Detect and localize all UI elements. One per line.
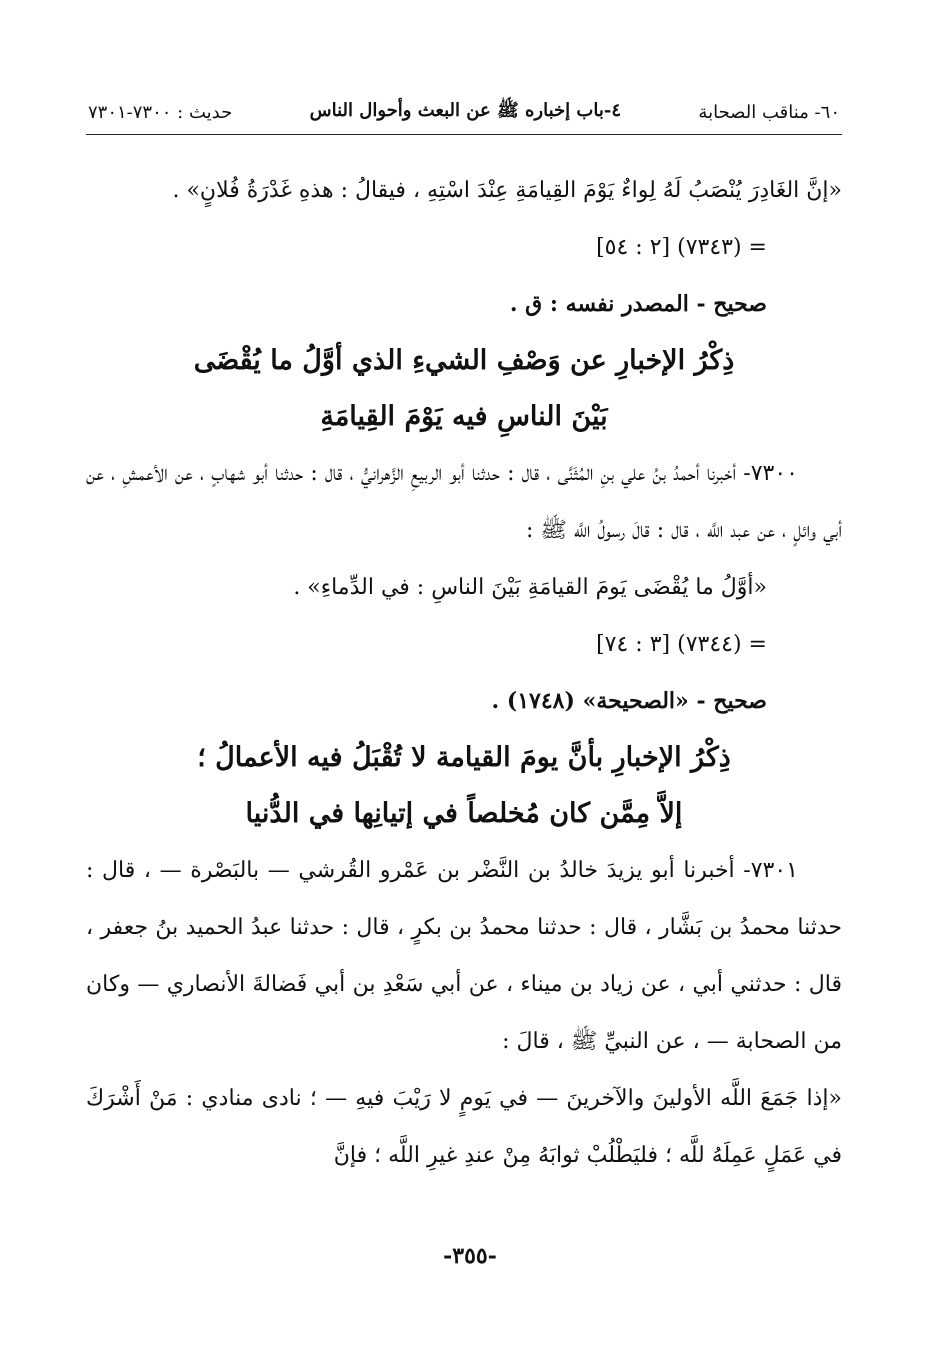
text-paragraph: «إنَّ الغَادِرَ يُنْصَبُ لَهُ لِواءٌ يَوْمَ القِيامَةِ عِنْدَ اسْتِهِ ، فيقالُ : هذهِ غَدْرَةُ فُلانٍ» . xyxy=(172,178,842,203)
grade-source: - «الصحيحة» (١٧٤٨) . xyxy=(491,688,706,714)
heading-line: بَيْنَ الناسِ فيه يَوْمَ القِيامَةِ xyxy=(320,401,608,432)
grading-line xyxy=(86,673,842,730)
header-section: ٦٠- مناقب الصحابة xyxy=(698,101,840,123)
grade-label: صحيح xyxy=(713,688,767,714)
cross-reference: = (٧٣٤٤) [٣ : ٧٤] xyxy=(596,632,767,657)
heading-line: ذِكْرُ الإخبارِ عن وَصْفِ الشيءِ الذي أوَّلُ ما يُقْضَى xyxy=(193,345,735,376)
grading-line xyxy=(86,276,842,333)
section-heading xyxy=(86,333,842,445)
page-body xyxy=(86,162,842,1184)
heading-line: إلاَّ مِمَّن كان مُخلصاً في إتيانِها في الدُّنيا xyxy=(245,798,683,829)
grade-source: - المصدر نفسه : ق . xyxy=(509,291,706,317)
section-heading xyxy=(86,730,842,842)
isnad-paragraph: ٧٣٠١- أخبرنا أبو يزيدَ خالدُ بن النَّضْر بن عَمْرو القُرشي — بالبَصْرة — ، قال : حدثنا محمدُ بن بَشَّار ، قال : حدثنا محمدُ بن بكرٍ ، قال : حدثنا عبدُ الحميد بنُ جعفر ، قال : حدثني أبي ، عن زياد بن ميناء ، عن أبي سَعْدِ بن أبي فَضالةَ الأنصاري — وكان من الصحابة — ، عن النبيِّ ﷺ ، قالَ : xyxy=(86,858,842,1054)
hadith-text: «أوَّلُ ما يُقْضَى يَومَ القيامَةِ بَيْنَ الناسِ : في الدِّماءِ» . xyxy=(293,575,767,600)
grade-label: صحيح xyxy=(713,291,767,317)
heading-line: ذِكْرُ الإخبارِ بأنَّ يومَ القيامة لا تُقْبَلُ فيه الأعمالُ ؛ xyxy=(197,742,731,773)
header-divider xyxy=(86,134,842,135)
header-hadith-range: حديث : ٧٣٠٠-٧٣٠١ xyxy=(88,101,233,123)
isnad-paragraph: ٧٣٠٠- أخبرنا أحمدُ بنُ علي بنِ المُثَنَّى ، قال : حدثنا أبو الربيعِ الزَّهرانيُّ ، قال : حدثنا أبو شهابٍ ، عن الأعمشِ ، عن أبي وائلٍ ، عن عبد اللَّه ، قال : قالَ رسولُ اللَّه ﷺ : xyxy=(86,461,842,543)
cross-reference: = (٧٣٤٣) [٢ : ٥٤] xyxy=(596,235,767,260)
text-paragraph: «إذا جَمَعَ اللَّه الأولينَ والآخرينَ — في يَومٍ لا رَيْبَ فيهِ — ؛ نادى منادي : مَنْ أَشْرَكَ في عَمَلٍ عَمِلَهُ للَّه ؛ فليَطْلُبْ ثوابَهُ مِنْ عندِ غيرِ اللَّه ؛ فإنَّ xyxy=(86,1086,842,1168)
header-chapter: ٤-باب إخباره ﷺ عن البعث وأحوال الناس xyxy=(309,100,622,121)
running-header xyxy=(88,96,840,128)
page-number: -٣٥٥- xyxy=(443,1243,497,1269)
